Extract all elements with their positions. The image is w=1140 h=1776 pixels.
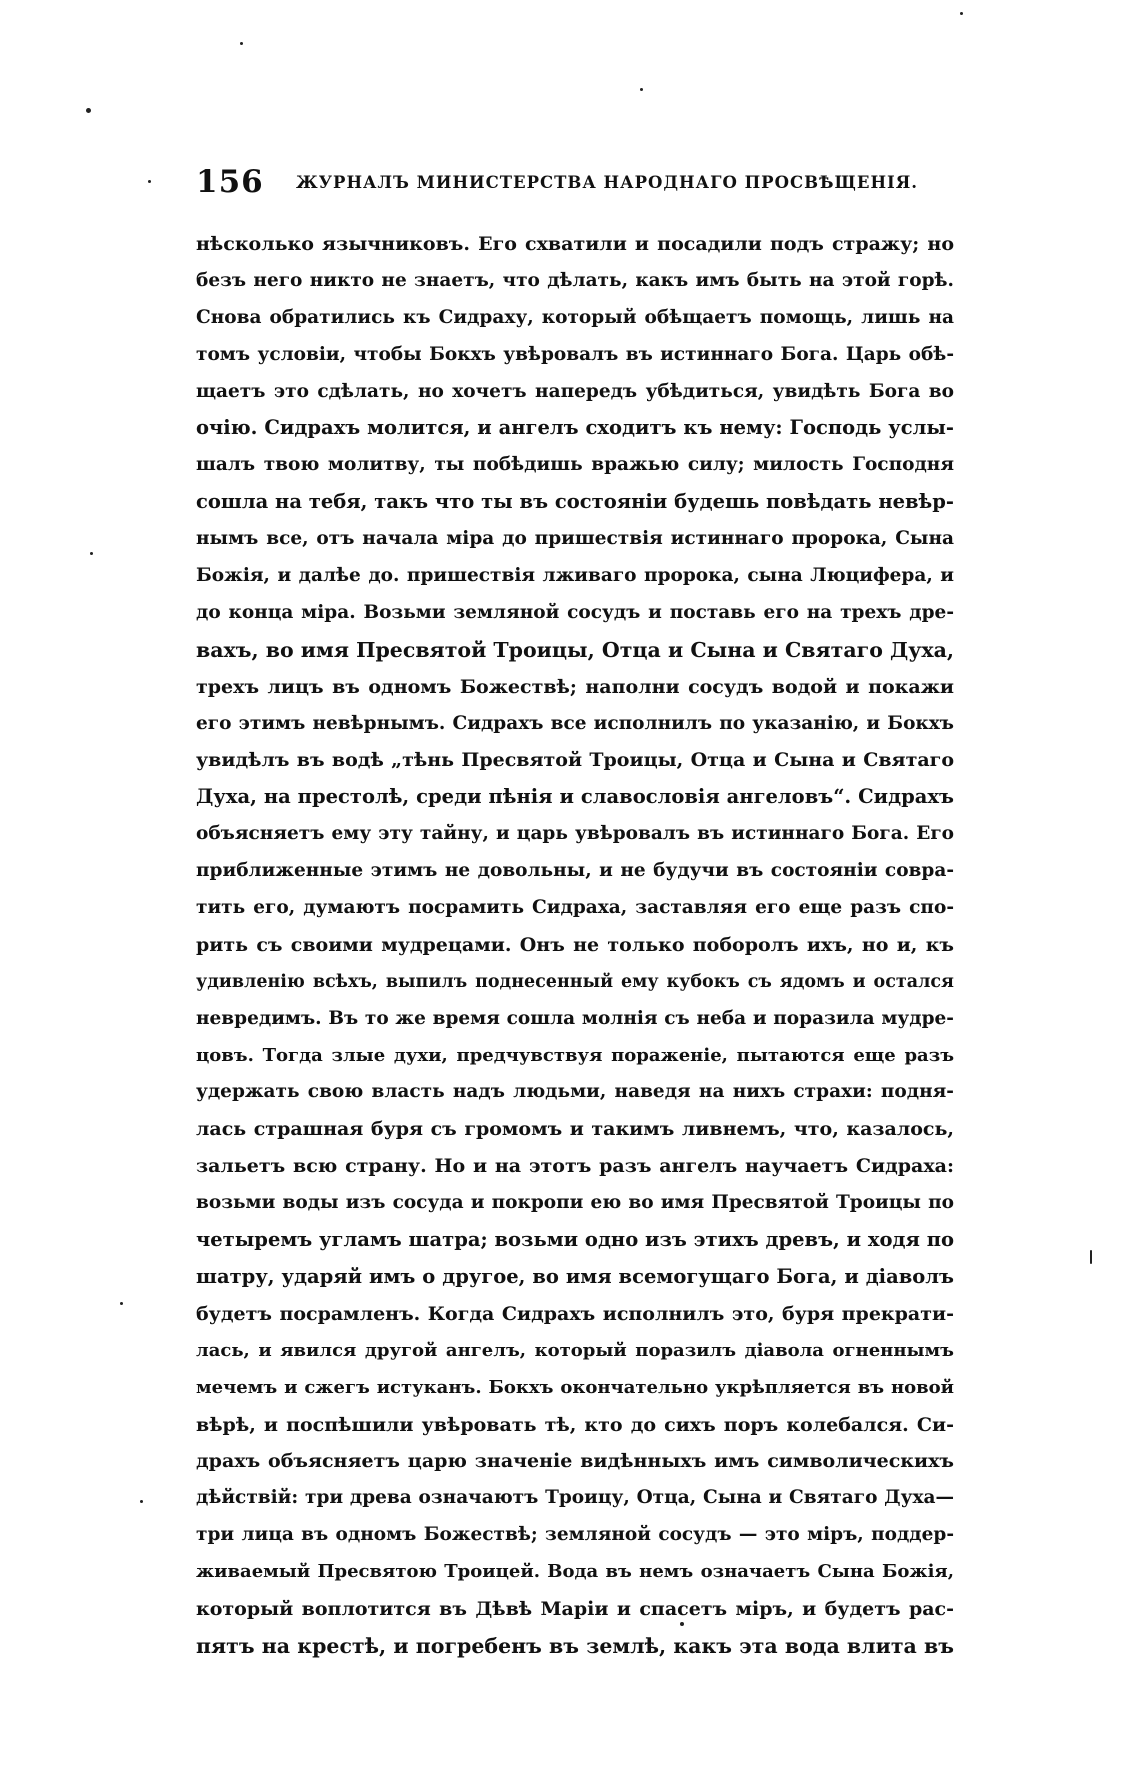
text-line: трехъ лицъ въ одномъ Божествѣ; наполни сосудъ водой и покажи xyxy=(196,675,954,698)
text-line: лась страшная буря съ громомъ и такимъ ливнемъ, что, казалось, xyxy=(196,1118,954,1141)
text-line: Духа, на престолѣ, среди пѣнія и славословія ангеловъ“. Сидрахъ xyxy=(196,785,954,809)
running-title: ЖУРНАЛЪ МИНИСТЕРСТВА НАРОДНАГО ПРОСВѢЩЕНІЯ. xyxy=(296,173,919,192)
text-line: лась, и явился другой ангелъ, который поразилъ діавола огненнымъ xyxy=(196,1339,954,1361)
page-header xyxy=(196,164,956,204)
text-line: нѣсколько язычниковъ. Его схватили и посадили подъ стражу; но xyxy=(196,233,954,255)
scan-speck xyxy=(86,108,91,113)
text-line: возьми воды изъ сосуда и покропи ею во имя Пресвятой Троицы по xyxy=(196,1192,954,1214)
scan-speck xyxy=(240,42,243,45)
text-line: шалъ твою молитву, ты побѣдишь вражью силу; милость Господня xyxy=(196,454,954,476)
text-line: дѣйствій: три древа означаютъ Троицу, Отца, Сына и Святаго Духа— xyxy=(196,1487,954,1509)
text-line: безъ него никто не знаетъ, что дѣлать, какъ имъ быть на этой горѣ. xyxy=(196,269,954,291)
scan-speck xyxy=(120,1302,123,1305)
text-line: тить его, думаютъ посрамить Сидраха, заставляя его еще разъ спо- xyxy=(196,897,954,919)
scan-speck xyxy=(640,88,643,91)
text-line: зальетъ всю страну. Но и на этотъ разъ ангелъ научаетъ Сидраха: xyxy=(196,1155,954,1178)
text-line: который воплотится въ Дѣвѣ Маріи и спасетъ міръ, и будетъ рас- xyxy=(196,1597,954,1620)
text-line: удержать свою власть надъ людьми, наведя на нихъ страхи: подня- xyxy=(196,1081,954,1103)
text-line: щаетъ это сдѣлать, но хочетъ напередъ убѣдиться, увидѣть Бога во xyxy=(196,380,954,402)
text-line: вѣрѣ, и поспѣшили увѣровать тѣ, кто до сихъ поръ колебался. Си- xyxy=(196,1413,954,1436)
scan-speck xyxy=(148,180,151,183)
text-line: четыремъ угламъ шатра; возьми одно изъ этихъ древъ, и ходя по xyxy=(196,1228,954,1252)
text-line: вахъ, во имя Пресвятой Троицы, Отца и Сына и Святаго Духа, xyxy=(196,637,954,662)
text-line: Снова обратились къ Сидраху, который обѣщаетъ помощь, лишь на xyxy=(196,306,954,328)
text-line: живаемый Пресвятою Троицей. Вода въ немъ означаетъ Сына Божія, xyxy=(196,1561,954,1583)
scan-speck xyxy=(960,12,963,15)
text-line: очію. Сидрахъ молится, и ангелъ сходитъ къ нему: Господь услы- xyxy=(196,416,954,440)
text-line: рить съ своими мудрецами. Онъ не только поборолъ ихъ, но и, къ xyxy=(196,933,954,956)
text-line: шатру, ударяй имъ о другое, во имя всемогущаго Бога, и діаволъ xyxy=(196,1264,954,1288)
scan-speck xyxy=(680,1622,684,1626)
text-line: будетъ посрамленъ. Когда Сидрахъ исполнилъ это, буря прекрати- xyxy=(196,1302,954,1325)
text-line: приближенные этимъ не довольны, и не будучи въ состояніи совра- xyxy=(196,860,954,882)
text-line: до конца міра. Возьми земляной сосудъ и поставь его на трехъ дре- xyxy=(196,601,954,623)
text-line: нымъ все, отъ начала міра до пришествія истиннаго пророка, Сына xyxy=(196,528,954,550)
text-line: увидѣлъ въ водѣ „тѣнь Пресвятой Троицы, Отца и Сына и Святаго xyxy=(196,749,954,772)
text-line: его этимъ невѣрнымъ. Сидрахъ все исполнилъ по указанію, и Бокхъ xyxy=(196,712,954,734)
page-number: 156 xyxy=(196,164,264,200)
text-line: объясняетъ ему эту тайну, и царь увѣровалъ въ истиннаго Бога. Его xyxy=(196,823,954,845)
text-line: драхъ объясняетъ царю значеніе видѣнныхъ имъ символическихъ xyxy=(196,1450,954,1473)
text-line: цовъ. Тогда злые духи, предчувствуя пораженіе, пытаются еще разъ xyxy=(196,1044,954,1066)
text-line: томъ условіи, чтобы Бокхъ увѣровалъ въ истиннаго Бога. Царь обѣ- xyxy=(196,343,954,365)
text-line: удивленію всѣхъ, выпилъ поднесенный ему кубокъ съ ядомъ и остался xyxy=(196,971,954,992)
text-line: мечемъ и сжегъ истуканъ. Бокхъ окончательно укрѣпляется въ новой xyxy=(196,1376,954,1398)
scan-speck xyxy=(90,552,93,555)
text-line: невредимъ. Въ то же время сошла молнія съ неба и поразила мудре- xyxy=(196,1007,954,1029)
text-line: сошла на тебя, такъ что ты въ состояніи будешь повѣдать невѣр- xyxy=(196,490,954,514)
text-line: три лица въ одномъ Божествѣ; земляной сосудъ — это міръ, поддер- xyxy=(196,1524,954,1546)
text-line: пятъ на крестѣ, и погребенъ въ землѣ, какъ эта вода влита въ xyxy=(196,1633,954,1658)
text-line: Божія, и далѣе до. пришествія лживаго пророка, сына Люцифера, и xyxy=(196,565,954,587)
scan-speck xyxy=(140,1500,143,1503)
body-text xyxy=(196,226,954,1665)
scan-speck xyxy=(1090,1250,1092,1264)
